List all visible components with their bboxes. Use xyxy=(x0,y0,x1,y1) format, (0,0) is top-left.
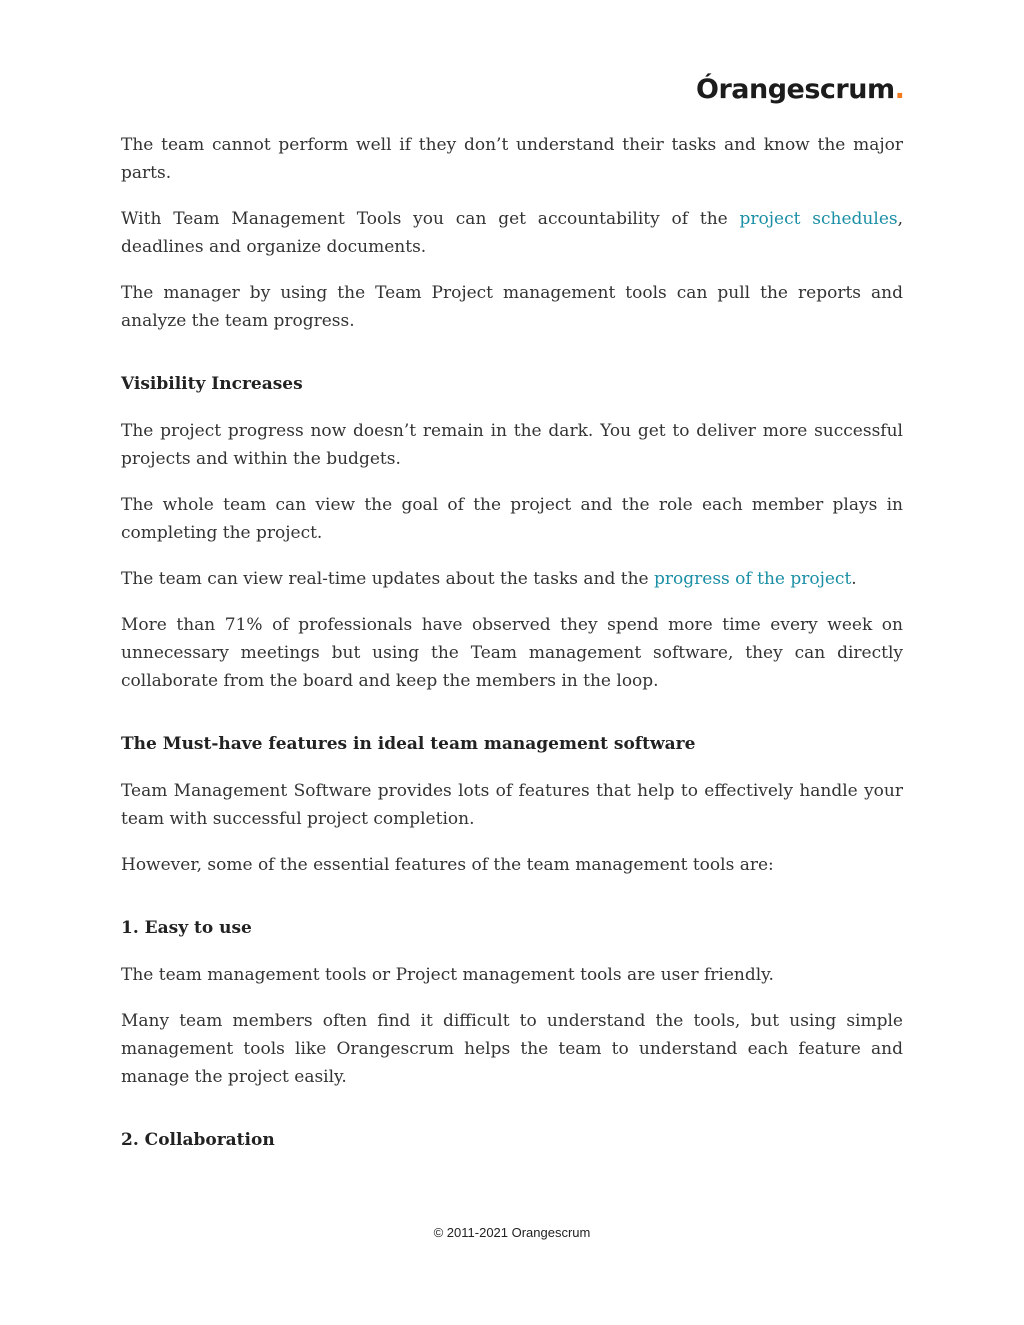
paragraph-simple-tools: Many team members often find it difficult to understand the tools, but using simple management tools like Orangescrum helps the team to understand each feature and manage the project easily. xyxy=(121,1011,903,1087)
paragraph-project-progress: The project progress now doesn’t remain in the dark. You get to deliver more successful projects and within the budgets. xyxy=(121,421,903,469)
paragraph-realtime-updates xyxy=(121,565,903,593)
heading-must-have-features: The Must-have features in ideal team management software xyxy=(121,734,696,754)
paragraph-meetings-statistic: More than 71% of professionals have observed they spend more time every week on unnecessary meetings but using the Team management software, they can directly collaborate from the board and keep the members in the loop. xyxy=(121,615,903,691)
footer-copyright: © 2011-2021 Orangescrum xyxy=(433,1225,591,1240)
text-segment: With Team Management Tools you can get accountability of the xyxy=(121,209,740,229)
heading-collaboration: 2. Collaboration xyxy=(121,1130,275,1150)
logo-dot: . xyxy=(894,74,905,105)
heading-easy-to-use: 1. Easy to use xyxy=(121,918,252,938)
text-segment: . xyxy=(851,569,857,589)
paragraph-accountability xyxy=(121,205,903,261)
logo-text: Órangescrum xyxy=(696,74,895,105)
text-segment: The team can view real-time updates about the tasks and the xyxy=(121,569,655,589)
paragraph-essential-features: However, some of the essential features of the team management tools are: xyxy=(121,855,774,875)
progress-of-project-link[interactable]: progress of the project xyxy=(654,569,852,589)
paragraph-manager-reports: The manager by using the Team Project management tools can pull the reports and analyze the team progress. xyxy=(121,283,903,331)
paragraph-team-performance: The team cannot perform well if they don’t understand their tasks and know the major parts. xyxy=(121,135,903,183)
project-schedules-link[interactable]: project schedules xyxy=(739,209,898,229)
paragraph-software-features: Team Management Software provides lots of features that help to effectively handle your team with successful project completion. xyxy=(121,781,903,829)
text-segment: , deadlines and organize documents. xyxy=(121,209,904,257)
paragraph-team-goal: The whole team can view the goal of the project and the role each member plays in completing the project. xyxy=(121,495,903,543)
heading-visibility-increases: Visibility Increases xyxy=(121,374,303,394)
document-body xyxy=(121,131,903,1154)
paragraph-user-friendly: The team management tools or Project management tools are user friendly. xyxy=(121,965,774,985)
orangescrum-logo xyxy=(696,70,904,110)
